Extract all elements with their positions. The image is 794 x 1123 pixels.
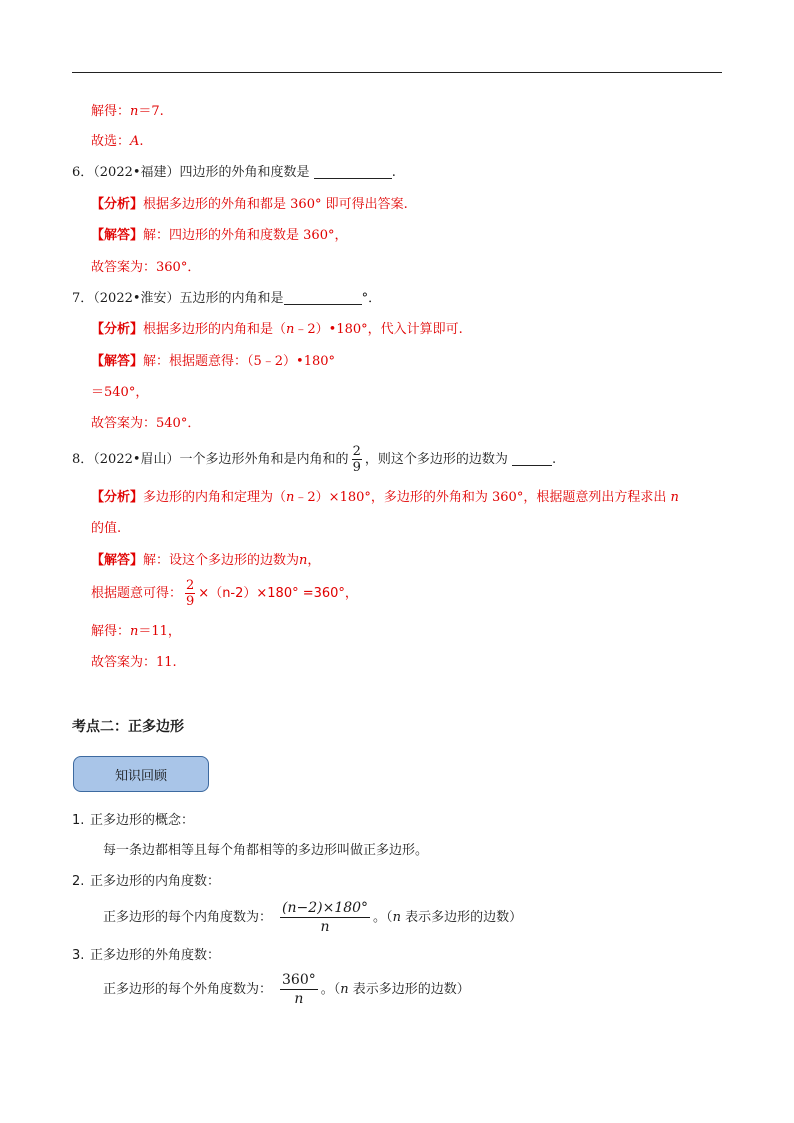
variable: n <box>130 624 139 639</box>
final-answer: 故答案为：540°． <box>91 416 201 431</box>
item-number: 1. <box>72 813 85 828</box>
item-title: 正多边形的内角度数： <box>90 874 221 889</box>
header-rule <box>72 72 722 73</box>
item-title: 正多边形的概念： <box>90 813 195 828</box>
variable: n <box>340 982 349 997</box>
q6-analysis <box>91 197 408 213</box>
answer-blank[interactable] <box>284 291 362 305</box>
q7-answer <box>91 354 335 370</box>
knowledge-item-2-title <box>72 874 220 890</box>
item-title: 正多边形的外角度数： <box>90 948 221 963</box>
text: . <box>139 134 144 149</box>
item-number: 2. <box>72 874 85 889</box>
knowledge-review-label: 知识回顾 <box>114 768 167 784</box>
analysis-text: ﹣2）•180°，代入计算即可. <box>294 322 463 337</box>
fraction-numerator: 360° <box>282 972 316 988</box>
fraction <box>352 444 362 475</box>
knowledge-item-2-formula <box>103 898 522 938</box>
final-answer: 故答案为：360°． <box>91 260 201 275</box>
knowledge-item-1-body <box>103 843 428 859</box>
answer-tag: 【解答】 <box>91 228 144 243</box>
question-source: （2022•眉山） <box>93 452 180 467</box>
question-number: 8． <box>72 452 94 467</box>
q8-equation <box>91 576 358 612</box>
question-number: 7． <box>72 291 94 306</box>
question-8 <box>72 442 556 478</box>
knowledge-item-3-title <box>72 948 220 964</box>
equation-prefix: 根据题意可得： <box>91 586 183 601</box>
q6-final <box>91 260 200 276</box>
analysis-tag: 【分析】 <box>91 197 144 212</box>
knowledge-item-3-formula <box>103 970 470 1010</box>
text: 解得： <box>91 104 131 119</box>
analysis-text: ﹣2）×180°，多边形的外角和为 360°，根据题意列出方程求出 <box>294 490 667 505</box>
text: ＝11， <box>138 624 181 639</box>
formula-prefix: 正多边形的每个内角度数为： <box>103 910 273 925</box>
q7-final <box>91 416 200 432</box>
item-body: 每一条边都相等且每个角都相等的多边形叫做正多边形。 <box>103 843 429 858</box>
question-text: 四边形的外角和度数是 <box>179 165 310 180</box>
text: 解得： <box>91 624 131 639</box>
fraction-denominator: 9 <box>352 460 361 475</box>
question-number: 6． <box>72 165 94 180</box>
question-text: ，则这个多边形的边数为 <box>364 452 508 467</box>
section-title: 考点二：正多边形 <box>72 719 184 735</box>
text: 故选： <box>91 134 131 149</box>
answer-text: 解：设这个多边形的边数为 <box>143 553 300 568</box>
equation-body: ×（n-2）×180° =360°， <box>198 586 358 601</box>
solution-line <box>91 104 164 120</box>
interior-angle-fraction <box>280 899 370 936</box>
q8-analysis-cont <box>91 521 121 537</box>
question-source: （2022•福建） <box>93 165 180 180</box>
answer-text: 解：根据题意得：（5﹣2）•180° <box>143 354 336 369</box>
variable: n <box>392 910 401 925</box>
q8-solve <box>91 624 181 640</box>
q6-answer <box>91 228 347 244</box>
exterior-angle-fraction <box>280 971 318 1008</box>
fraction-numerator: 2 <box>186 578 195 593</box>
analysis-text: 多边形的内角和定理为（ <box>143 490 287 505</box>
answer-blank[interactable] <box>314 165 392 179</box>
analysis-tag: 【分析】 <box>91 322 144 337</box>
variable: n <box>670 490 679 505</box>
fraction-numerator: (n−2)×180° <box>282 900 369 916</box>
text: 表示多边形的边数） <box>348 982 470 997</box>
question-source: （2022•淮安） <box>93 291 180 306</box>
analysis-text: 根据多边形的内角和是（ <box>143 322 287 337</box>
item-number: 3. <box>72 948 85 963</box>
text: 表示多边形的边数） <box>400 910 523 925</box>
text: 。（ <box>320 982 341 997</box>
variable: n <box>299 553 308 568</box>
step-text: ＝540°， <box>91 385 149 400</box>
variable: n <box>286 490 295 505</box>
answer-blank[interactable] <box>512 452 552 466</box>
answer-text: 解：四边形的外角和度数是 360°， <box>143 228 348 243</box>
fraction-denominator: 9 <box>186 594 195 609</box>
q8-analysis <box>91 490 679 506</box>
fraction-denominator: n <box>294 991 304 1007</box>
variable: n <box>130 104 139 119</box>
knowledge-review-button[interactable] <box>73 756 209 792</box>
answer-tag: 【解答】 <box>91 553 144 568</box>
text: 。（ <box>373 910 393 925</box>
text: . <box>552 452 557 467</box>
fraction-numerator: 2 <box>352 444 361 459</box>
fraction-denominator: n <box>320 919 330 935</box>
final-answer: 故答案为：11. <box>91 655 177 670</box>
answer-text: ， <box>307 553 321 568</box>
variable: n <box>286 322 295 337</box>
q7-analysis <box>91 322 463 338</box>
answer-tag: 【解答】 <box>91 354 144 369</box>
analysis-text: 根据多边形的外角和都是 360° 即可得出答案. <box>143 197 408 212</box>
equation-fraction <box>185 578 195 609</box>
text: . <box>391 165 396 180</box>
q8-answer <box>91 553 320 569</box>
text: °． <box>361 291 382 306</box>
question-6 <box>72 165 396 181</box>
q7-step <box>91 385 148 401</box>
analysis-text: 的值. <box>91 521 122 536</box>
question-text: 一个多边形外角和是内角和的 <box>179 452 349 467</box>
question-7 <box>72 291 381 307</box>
choice: A <box>130 134 140 149</box>
formula-prefix: 正多边形的每个外角度数为： <box>103 982 273 997</box>
text: ＝7. <box>138 104 164 119</box>
choice-line <box>91 134 144 150</box>
knowledge-item-1-title <box>72 813 194 829</box>
q8-final <box>91 655 177 671</box>
question-text: 五边形的内角和是 <box>179 291 284 306</box>
analysis-tag: 【分析】 <box>91 490 144 505</box>
